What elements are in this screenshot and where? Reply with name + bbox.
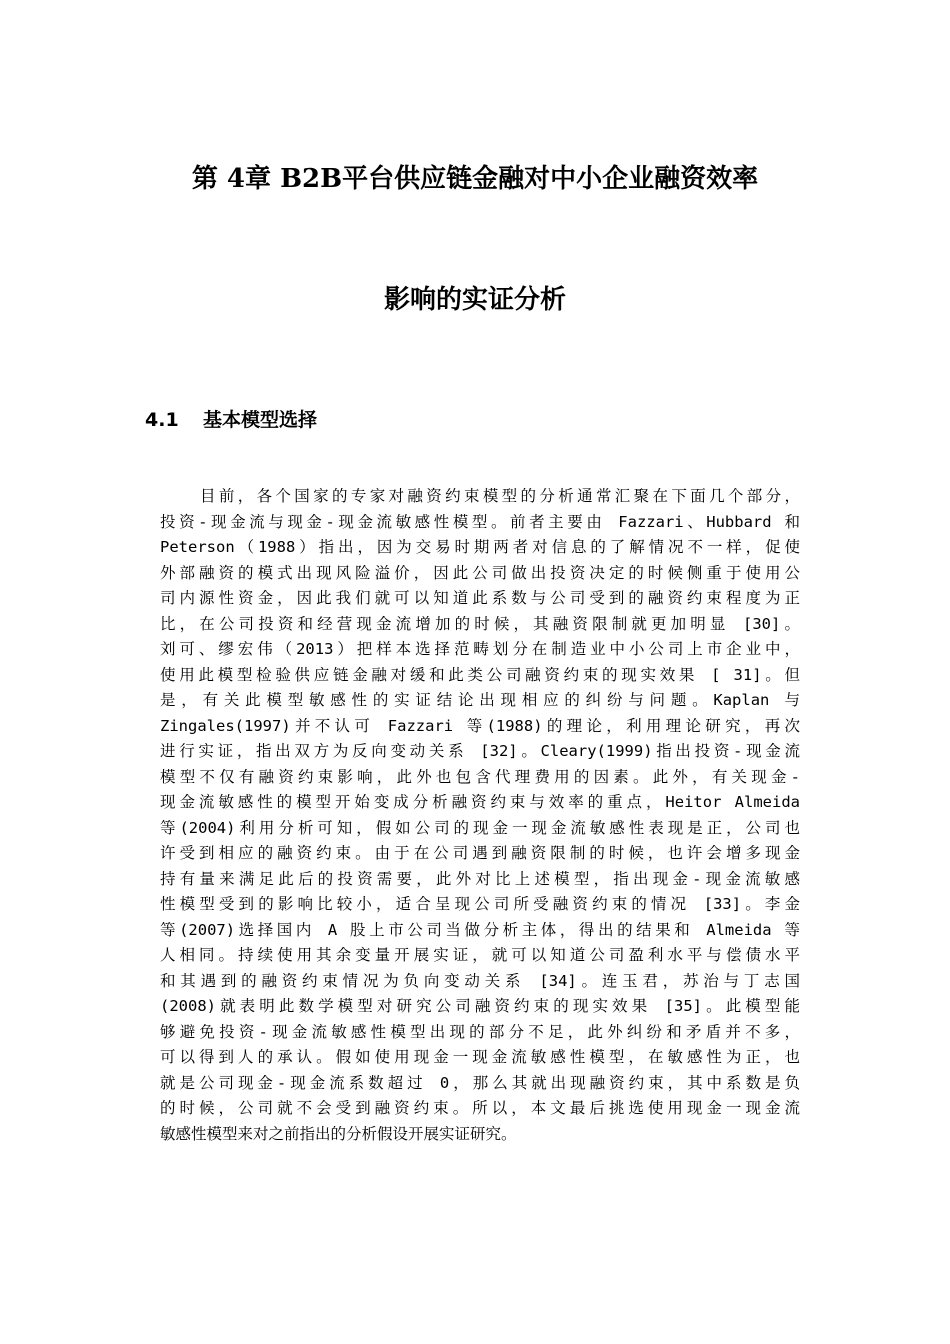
paragraph-line: 使用此模型检验供应链金融对缓和此类公司融资约束的现实效果 [ 31]。但 — [160, 665, 800, 684]
paragraph-line: 现金流敏感性的模型开始变成分析融资约束与效率的重点，Heitor Almeida — [160, 793, 800, 811]
paragraph-line: 投资-现金流与现金-现金流敏感性模型。前者主要由 Fazzari、Hubbard 和 — [160, 512, 800, 531]
section-heading — [145, 405, 317, 435]
paragraph-line: 性模型受到的影响比较小，适合呈现公司所受融资约束的情况 [33]。李金 — [160, 895, 800, 913]
paragraph-line: 等(2007)选择国内 A 股上市公司当做分析主体，得出的结果和 Almeida 等 — [160, 920, 800, 939]
paragraph-line: 可以得到人的承认。假如使用现金一现金流敏感性模型，在敏感性为正，也 — [160, 1048, 800, 1066]
chapter-title-line-1: 第 4章 B2B平台供应链金融对中小企业融资效率 — [191, 164, 759, 194]
paragraph-line: 刘可、缪宏伟（2013）把样本选择范畴划分在制造业中小公司上市企业中， — [160, 640, 800, 658]
paragraph-line: Peterson（1988）指出，因为交易时期两者对信息的了解情况不一样，促使 — [160, 538, 800, 556]
section-number: 4.1 — [145, 409, 179, 431]
paragraph-line: 许受到相应的融资约束。由于在公司遇到融资限制的时候，也许会增多现金 — [160, 844, 800, 862]
paragraph-line: 人相同。持续使用其余变量开展实证，就可以知道公司盈利水平与偿债水平 — [160, 946, 800, 964]
paragraph-line: 司内源性资金，因此我们就可以知道此系数与公司受到的融资约束程度为正 — [160, 589, 800, 607]
paragraph-line: 够避免投资-现金流敏感性模型出现的部分不足，此外纠纷和矛盾并不多， — [160, 1022, 800, 1041]
paragraph-line: 进行实证，指出双方为反向变动关系 [32]。Cleary(1999)指出投资-现金流 — [160, 742, 800, 760]
paragraph-line: 和其遇到的融资约束情况为负向变动关系 [34]。连玉君，苏治与丁志国 — [160, 971, 800, 990]
paragraph-line: 等(2004)利用分析可知，假如公司的现金一现金流敏感性表现是正，公司也 — [160, 818, 800, 837]
paragraph-line: 模型不仅有融资约束影响，此外也包含代理费用的因素。此外，有关现金- — [160, 767, 800, 786]
paragraph-line: Zingales(1997)并不认可 Fazzari 等(1988)的理论，利用理论研究，再次 — [160, 716, 800, 735]
chapter-title-line-2: 影响的实证分析 — [383, 285, 566, 315]
paragraph-line: 敏感性模型来对之前指出的分析假设开展实证研究。 — [160, 1124, 517, 1143]
paragraph-line: (2008)就表明此数学模型对研究公司融资约束的现实效果 [35]。此模型能 — [160, 997, 800, 1015]
paragraph-line: 持有量来满足此后的投资需要，此外对比上述模型，指出现金-现金流敏感 — [160, 869, 800, 888]
paragraph-line: 就是公司现金-现金流系数超过 0，那么其就出现融资约束，其中系数是负 — [160, 1073, 800, 1092]
paragraph-line: 外部融资的模式出现风险溢价，因此公司做出投资决定的时候侧重于使用公 — [160, 563, 800, 582]
body-paragraph — [160, 484, 800, 1147]
paragraph-line: 的时候，公司就不会受到融资约束。所以，本文最后挑选使用现金一现金流 — [160, 1099, 800, 1117]
paragraph-line: 是，有关此模型敏感性的实证结论出现相应的纠纷与问题。Kaplan 与 — [160, 691, 800, 709]
section-title: 基本模型选择 — [203, 409, 318, 431]
paragraph-line: 目前，各个国家的专家对融资约束模型的分析通常汇聚在下面几个部分， — [200, 487, 800, 505]
paragraph-line: 比，在公司投资和经营现金流增加的时候，其融资限制就更加明显 [30]。 — [160, 614, 800, 633]
